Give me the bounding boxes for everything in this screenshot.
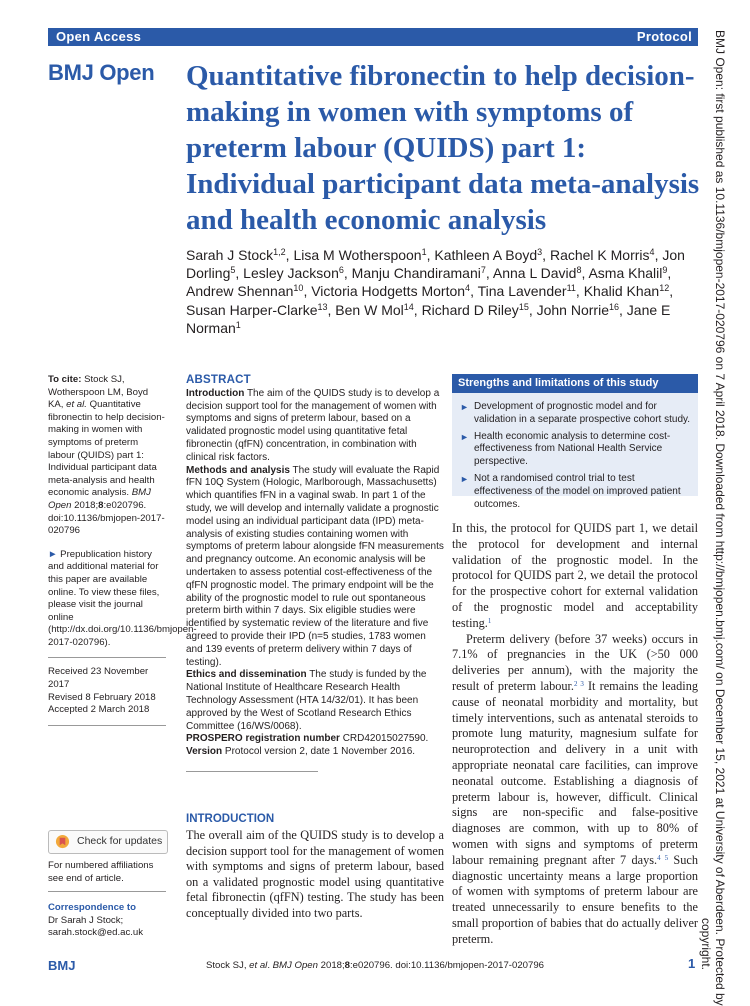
cite-etal: et al. [66,399,87,411]
journal-logo: BMJ Open [48,60,155,85]
author-list: Sarah J Stock$^{1,2}$, Lisa M Wotherspoon$^1$, Kathleen A Boyd$^3$, Rachel K Morris$^4$, Jon Dorling$^5$, Lesley Jackson$^6$, Manju Chandiramani$^7$, Anna L David$^8$, Asma Khalil$^9$, Andrew Shennan$^{10}$, Victoria Hodgetts Morton$^4$, Tina Lavender$^{11}$, Khalid Khan$^{12}$, Susan Harper-Clarke$^{13}$, Ben W Mol$^{14}$, Richard D Riley$^{15}$, John Norrie$^{16}$, Jane E Norman$^1$ [186,247,685,336]
divider [48,657,166,658]
reference-link[interactable]: 4 5 [657,853,669,862]
author-affiliation: 3 [537,247,543,257]
author [335,302,413,318]
correspondence-heading: Correspondence to [48,902,136,914]
check-for-updates-button[interactable] [48,830,168,854]
paragraph-text: Such diagnostic uncertainty means a large proportion of women with symptoms of preterm labour are treated unnecessarily to ensure benefits to the small proportion of babies that do actually deliver preterm. [452,852,698,946]
list-item [458,401,692,427]
author-affiliation: 10 [293,283,304,294]
reference-link[interactable]: 2 3 [574,679,584,688]
header-bar [48,28,698,46]
paragraph [452,632,698,948]
strengths-heading: Strengths and limitations of this study [452,374,698,393]
correspondence-email[interactable]: sarah.stock@ed.ac.uk [48,927,144,939]
author-name: Victoria Hodgetts Morton [311,283,466,300]
prepub-note [48,548,197,650]
author-name: Lisa M Wotherspoon [293,247,422,263]
prepub-text[interactable]: Prepublication history and additional material for this paper are available online. To view these files, please visit the journal online (http://dx.doi.org/10.1136/bmjopen-2017-020796). [48,548,197,648]
footer-bmj-logo: BMJ [48,958,76,973]
author-name: Richard D Riley [421,301,519,318]
author-affiliation: 13 [317,301,328,312]
section-label: PROSPERO registration number [186,733,340,745]
side-notice-line: BMJ Open: first published as 10.1136/bmjopen-2017-020796 on 7 April 2018. Downloaded from http://bmjopen.bmj.com/ on December 15, 2021 at University of Aberdeen. Protected by [713,30,727,1006]
paragraph-text: In this, the protocol for QUIDS part 1, we detail the protocol for development and internal validation of the prognostic model. In the protocol for QUIDS part 2, we detail the protocol for the prospective cohort for external validation of the prognostic model and acceptability testing. [452,521,698,630]
footer-text: 2018; [317,960,345,971]
abstract-section [186,465,444,670]
section-text: CRD42015027590. [342,733,429,745]
sidebar-footnotes [48,860,166,940]
author-affiliation: 5 [230,265,236,276]
author [186,302,328,318]
citation-block [48,374,166,538]
author-affiliation: 4 [465,283,471,294]
affiliations-note: For numbered affiliations see end of article. [48,860,154,884]
cite-text: Stock SJ, Wotherspoon LM, Boyd KA, [48,374,149,411]
side-notice-line: copyright. [699,917,713,970]
author [588,265,667,281]
author-name: Andrew Shennan [186,283,294,300]
author [422,302,529,318]
divider [186,771,318,772]
author [584,283,670,299]
footer-citation [0,960,750,971]
strengths-list [452,401,698,511]
list-item [458,431,692,469]
section-label: Ethics and dissemination [186,669,307,681]
introduction-heading: INTRODUCTION [186,813,275,825]
paragraph-text: It remains the leading cause of neonatal morbidity and mortality, but timely interventions, such as antenatal steroids to promote lung maturity, magnesium sulfate for neuroprotection and delivery in a unit with appropriate neonatal care facilities, can improve neonatal outcome. Establishing a diagnosis of preterm labour is, however, difficult. Clinical signs are non-specific and false-positive diagnoses are common, with up to 80% of women with signs and symptoms of preterm labour remaining pregnant after 7 days. [452,678,699,867]
author-name: Lesley Jackson [243,265,339,282]
section-text: The study will evaluate the Rapid fFN 10Q System (Hologic, Marlborough, Massachusetts) which quantifies fFN in a vaginal swab. In part 1 of the study, we will develop and internally validate a prognostic model using an individual participant data (IPD) meta-analysis of existing studies containing women with symptoms of preterm labour alongside fFN measurements and pregnancy outcome. An economic analysis will be undertaken to assess potential cost-effectiveness of the qfFN prognostic model. The primary endpoint will be the ability of the prognostic model to rule out spontaneous preterm birth within 7 days. Six eligible studies were identified by systematic review of the literature and five agreed to provide their IPD (n=5 studies, 1783 women and 139 events of preterm delivery within 7 days of testing). [186,464,444,668]
open-access-label: Open Access [56,29,142,44]
author [550,247,655,263]
abstract-section [186,669,444,733]
author-name: Kathleen A Boyd [434,247,538,263]
author-name: Ben W Mol [335,301,404,318]
author [493,265,582,281]
author-name: Asma Khalil [588,265,663,282]
bullet-icon: ► [460,402,469,412]
author [293,247,426,263]
author-affiliation: 1,2 [273,247,286,257]
author [478,283,576,299]
abstract-section [186,388,444,465]
correspondence-name: Dr Sarah J Stock; [48,914,124,926]
footer-volume: 8 [344,960,351,971]
strengths-limitations-box [452,374,698,510]
author [186,283,303,299]
author [352,265,486,281]
paragraph [452,521,698,632]
section-text: Protocol version 2, date 1 November 2016. [224,746,416,758]
author [434,247,542,263]
author-affiliation: 14 [403,301,414,312]
author-name: John Norrie [536,301,609,318]
cite-journal: BMJ Open [48,487,151,511]
abstract [186,374,444,772]
side-copyright-notice [699,30,750,1006]
cite-volume: 8 [98,499,104,511]
footer-etal: et al [249,960,268,971]
body-text-right [452,521,698,948]
author-affiliation: 11 [566,283,576,294]
list-item-text: Not a randomised control trial to test effectiveness of the model on improved patient outcomes. [474,472,681,510]
bullet-icon: ► [460,431,469,442]
list-item [458,473,692,511]
cite-label: To cite: [48,374,82,385]
author-name: Tina Lavender [477,283,567,300]
accepted-date: Accepted 2 March 2018 [48,704,150,716]
cite-text: 2018; [74,499,99,511]
divider [48,725,166,726]
footer-journal: BMJ Open [272,960,318,971]
section-label: Introduction [186,387,245,399]
page-number: 1 [688,956,696,971]
divider [48,891,166,892]
footer-text: . [267,960,273,971]
footer-doi: :e020796. doi:10.1136/bmjopen-2017-020796 [350,960,545,971]
author-affiliation: 8 [576,265,582,276]
cite-text: Quantitative fibronectin to help decision-making in women with symptoms of preterm labour (QUIDS) part 1: Individual participant data meta-analysis and health economic analysis. [48,399,165,499]
section-text: The aim of the QUIDS study is to develop a decision support tool for the management of women with symptoms and signs of preterm labour, based on a validated prognostic model using quantitative fetal fibronectin (qfFN) concentration, in combination with clinical risk factors. [186,387,440,463]
bullet-icon: ► [460,473,469,484]
author-name: Sarah J Stock [186,247,274,263]
author [537,302,619,318]
author-name: Khalid Khan [583,283,660,300]
footer-text: Stock SJ, [205,960,250,971]
author-name: Susan Harper-Clarke [186,301,318,318]
bookmark-check-icon [55,834,70,849]
abstract-section [186,733,444,746]
abstract-heading: ABSTRACT [186,374,251,386]
author-name: Rachel K Morris [549,247,650,263]
revised-date: Revised 8 February 2018 [48,691,156,703]
author-name: Manju Chandiramani [351,265,481,282]
article-title: Quantitative fibronectin to help decision-making in women with symptoms of preterm labour (QUIDS) part 1: Individual participant data meta-analysis and health economic analysis [186,60,700,236]
author [186,247,286,263]
author-affiliation: 4 [649,247,655,257]
author-affiliation: 15 [518,301,529,312]
author-affiliation: 1 [421,247,427,257]
author [243,265,344,281]
author-affiliation: 1 [235,319,241,330]
article-type-label: Protocol [636,29,692,44]
author-affiliation: 7 [480,265,486,276]
section-label: Methods and analysis [186,464,290,476]
introduction-text: The overall aim of the QUIDS study is to develop a decision support tool for the management of women with symptoms and signs of preterm labour, based on a validated prognostic model using quantitative fetal fibronectin (qfFN) testing. The study has been conceptually divided into two parts. [186,828,444,920]
paragraph-text: Preterm delivery (before 37 weeks) occurs in 7.1% of pregnancies in the UK (>50 000 deliveries per annum), with the majority the result of preterm labour. [452,631,698,693]
author-name: Jane E Norman [186,301,671,336]
side-notice-text [699,30,727,1006]
bullet-icon: ► [48,548,58,560]
author-affiliation: 12 [659,283,670,294]
author-name: Anna L David [492,265,577,282]
list-item-text: Health economic analysis to determine cost-effectiveness from National Health Service perspective. [474,430,671,468]
author-affiliation: 16 [608,301,619,312]
author-name: Jon Dorling [186,247,685,282]
section-label: Version [186,746,223,758]
check-for-updates-label: Check for updates [77,835,163,847]
reference-link[interactable]: 1 [487,616,492,625]
author-affiliation: 6 [338,265,344,276]
author-affiliation: 9 [662,265,668,276]
author [311,283,470,299]
section-text: The study is funded by the National Institute of Healthcare Research Health Technology Assessment (HTA 14/32/01). It has been approved by the West of Scotland Research Ethics Committee (16/WS/0068). [186,669,427,732]
cite-doi: :e020796. doi:10.1136/bmjopen-2017-020796 [48,499,165,537]
sidebar [48,374,197,734]
list-item-text: Development of prognostic model and for validation in a separate prospective cohort study. [474,401,691,425]
abstract-section [186,746,444,759]
received-date: Received 23 November 2017 [48,666,149,691]
